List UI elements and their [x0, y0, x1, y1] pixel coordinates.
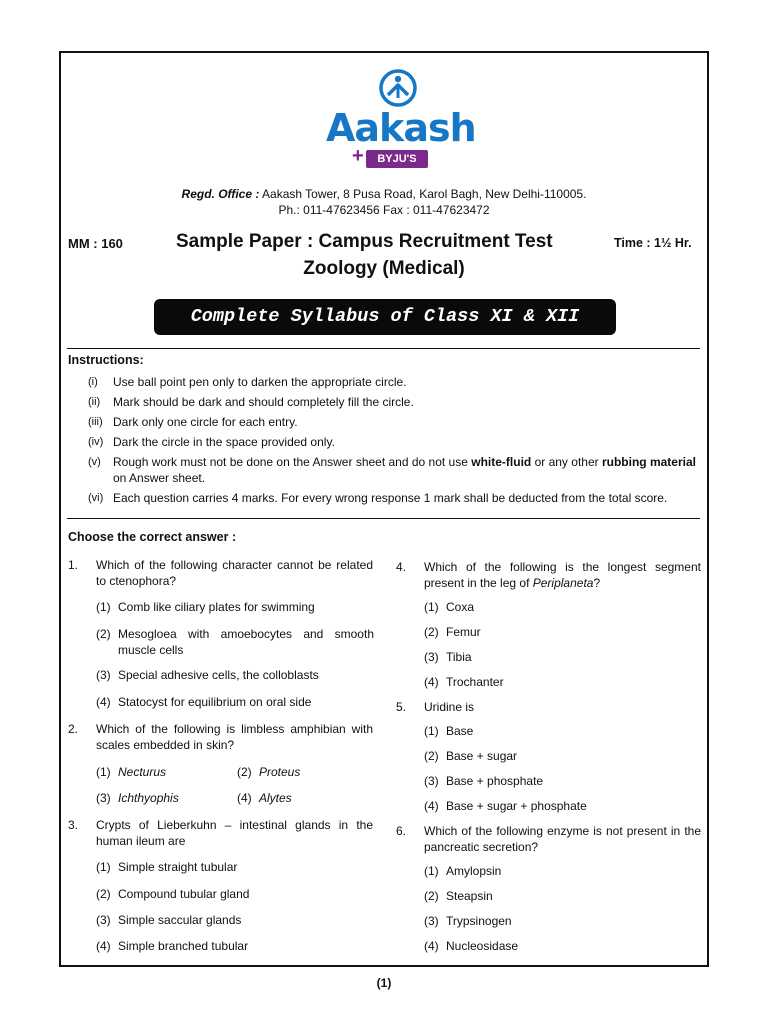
question-number: 3. — [68, 818, 79, 832]
divider-top — [67, 348, 700, 349]
aakash-emblem-icon — [378, 68, 418, 108]
divider-middle — [67, 518, 700, 519]
question-text: Which of the following is limbless amphibian with scales embedded in skin? — [96, 722, 373, 752]
option-number: (1) — [424, 864, 439, 878]
option-text: Simple straight tubular — [118, 860, 238, 874]
option — [424, 649, 472, 665]
instruction-number: (v) — [88, 456, 101, 468]
option — [237, 764, 300, 780]
option-number: (3) — [96, 913, 111, 927]
option-number: (2) — [424, 749, 439, 763]
option — [237, 790, 292, 806]
question-text: Crypts of Lieberkuhn – intestinal glands in the human ileum are — [96, 818, 373, 848]
option-number: (2) — [96, 887, 111, 901]
option-number: (4) — [424, 939, 439, 953]
logo-plus: + — [352, 145, 364, 167]
instruction-bold-rubbing-material: rubbing material — [601, 455, 696, 469]
option — [96, 886, 249, 902]
page-title: Sample Paper : Campus Recruitment Test — [176, 231, 553, 252]
option — [96, 694, 311, 710]
option-number: (1) — [424, 724, 439, 738]
instruction-text-part: or any other — [531, 455, 602, 469]
instruction-text: Each question carries 4 marks. For every wrong response 1 mark shall be deducted from the total score. — [113, 491, 668, 505]
option-number: (2) — [237, 765, 252, 779]
question-number: 6. — [396, 824, 407, 838]
option — [96, 764, 166, 780]
option — [424, 599, 474, 615]
subject-title: Zoology (Medical) — [303, 258, 465, 279]
logo-wordmark: Aakash — [326, 106, 476, 150]
instruction-text-part: Rough work must not be done on the Answer sheet and do not use — [113, 455, 472, 469]
option-number: (4) — [96, 939, 111, 953]
option-number: (3) — [96, 791, 111, 805]
option-number: (1) — [96, 860, 111, 874]
question-number: 2. — [68, 722, 79, 736]
question-text-part: ? — [593, 576, 601, 590]
question-text-italic: Periplaneta — [532, 576, 594, 590]
option-text: Base — [446, 724, 474, 738]
option-text: Statocyst for equilibrium on oral side — [118, 695, 312, 709]
option-text: Proteus — [259, 765, 301, 779]
option — [424, 913, 512, 929]
question-number: 1. — [68, 558, 79, 572]
instruction-text: Dark only one circle for each entry. — [113, 415, 298, 429]
option-text: Mesogloea with amoebocytes and smooth muscle cells — [118, 627, 374, 657]
option-text: Base + phosphate — [446, 774, 544, 788]
office-phone: Ph.: 011-47623456 Fax : 011-47623472 — [278, 203, 490, 217]
option-text: Trochanter — [446, 675, 504, 689]
option-number: (1) — [96, 600, 111, 614]
option — [96, 938, 248, 954]
option-text: Special adhesive cells, the colloblasts — [118, 668, 319, 682]
question-number: 4. — [396, 560, 407, 574]
instruction-number: (iv) — [88, 436, 104, 448]
option-text: Alytes — [259, 791, 292, 805]
instruction-text: Dark the circle in the space provided only. — [113, 435, 335, 449]
instruction-bold-white-fluid: white-fluid — [471, 455, 532, 469]
option — [424, 798, 587, 814]
option — [96, 667, 319, 683]
instruction-text: Mark should be dark and should completely fill the circle. — [113, 395, 414, 409]
option — [96, 859, 237, 875]
option-text: Trypsinogen — [446, 914, 512, 928]
option-text: Tibia — [446, 650, 472, 664]
syllabus-banner: Complete Syllabus of Class XI & XII — [154, 299, 616, 335]
office-address: Aakash Tower, 8 Pusa Road, Karol Bagh, New Delhi-110005. — [262, 187, 587, 201]
instruction-number: (i) — [88, 376, 98, 388]
max-marks: MM : 160 — [68, 236, 123, 251]
time-allowed: Time : 1½ Hr. — [614, 236, 692, 250]
option-text: Simple saccular glands — [118, 913, 242, 927]
instruction-number: (vi) — [88, 492, 104, 504]
option-text: Ichthyophis — [118, 791, 179, 805]
option-number: (4) — [237, 791, 252, 805]
option — [424, 863, 501, 879]
option-number: (3) — [424, 914, 439, 928]
option-number: (3) — [424, 774, 439, 788]
option-text: Amylopsin — [446, 864, 502, 878]
instruction-number: (ii) — [88, 396, 101, 408]
instruction-text — [113, 454, 703, 486]
choose-heading: Choose the correct answer : — [68, 530, 237, 544]
option-text: Femur — [446, 625, 481, 639]
option-text: Base + sugar + phosphate — [446, 799, 587, 813]
option-number: (2) — [424, 625, 439, 639]
question-text — [424, 559, 701, 591]
instruction-text: Use ball point pen only to darken the appropriate circle. — [113, 375, 407, 389]
question-text: Which of the following enzyme is not present in the pancreatic secretion? — [424, 824, 701, 854]
instruction-number: (iii) — [88, 416, 103, 428]
option-number: (2) — [96, 627, 111, 641]
question-text: Which of the following character cannot be related to ctenophora? — [96, 558, 373, 588]
option — [424, 723, 473, 739]
aakash-logo — [326, 68, 476, 174]
option-number: (1) — [96, 765, 111, 779]
option — [96, 599, 315, 615]
option-text: Necturus — [118, 765, 167, 779]
instruction-text-part: on Answer sheet. — [113, 471, 206, 485]
option-text: Steapsin — [446, 889, 493, 903]
option — [424, 938, 518, 954]
option-text: Simple branched tubular — [118, 939, 249, 953]
option-number: (1) — [424, 600, 439, 614]
option — [96, 912, 241, 928]
option-text: Coxa — [446, 600, 475, 614]
option-number: (3) — [96, 668, 111, 682]
question-text: Uridine is — [424, 700, 475, 714]
instructions-heading: Instructions: — [68, 353, 144, 367]
option — [424, 773, 543, 789]
option — [424, 674, 504, 690]
option-text: Compound tubular gland — [118, 887, 250, 901]
office-address-line — [60, 187, 708, 201]
option-number: (3) — [424, 650, 439, 664]
option-number: (4) — [424, 675, 439, 689]
option-number: (4) — [424, 799, 439, 813]
page-number: (1) — [376, 976, 392, 990]
option-text: Base + sugar — [446, 749, 518, 763]
question-number: 5. — [396, 700, 407, 714]
option — [424, 624, 481, 640]
option-text: Nucleosidase — [446, 939, 519, 953]
question-text-part: Which of the following is the longest segment present in the leg of — [424, 560, 701, 590]
option-number: (4) — [96, 695, 111, 709]
option — [96, 790, 179, 806]
option — [424, 888, 493, 904]
option — [424, 748, 517, 764]
office-label: Regd. Office : — [181, 187, 260, 201]
option-number: (2) — [424, 889, 439, 903]
byjus-badge: BYJU'S — [366, 150, 428, 168]
option-text: Comb like ciliary plates for swimming — [118, 600, 315, 614]
